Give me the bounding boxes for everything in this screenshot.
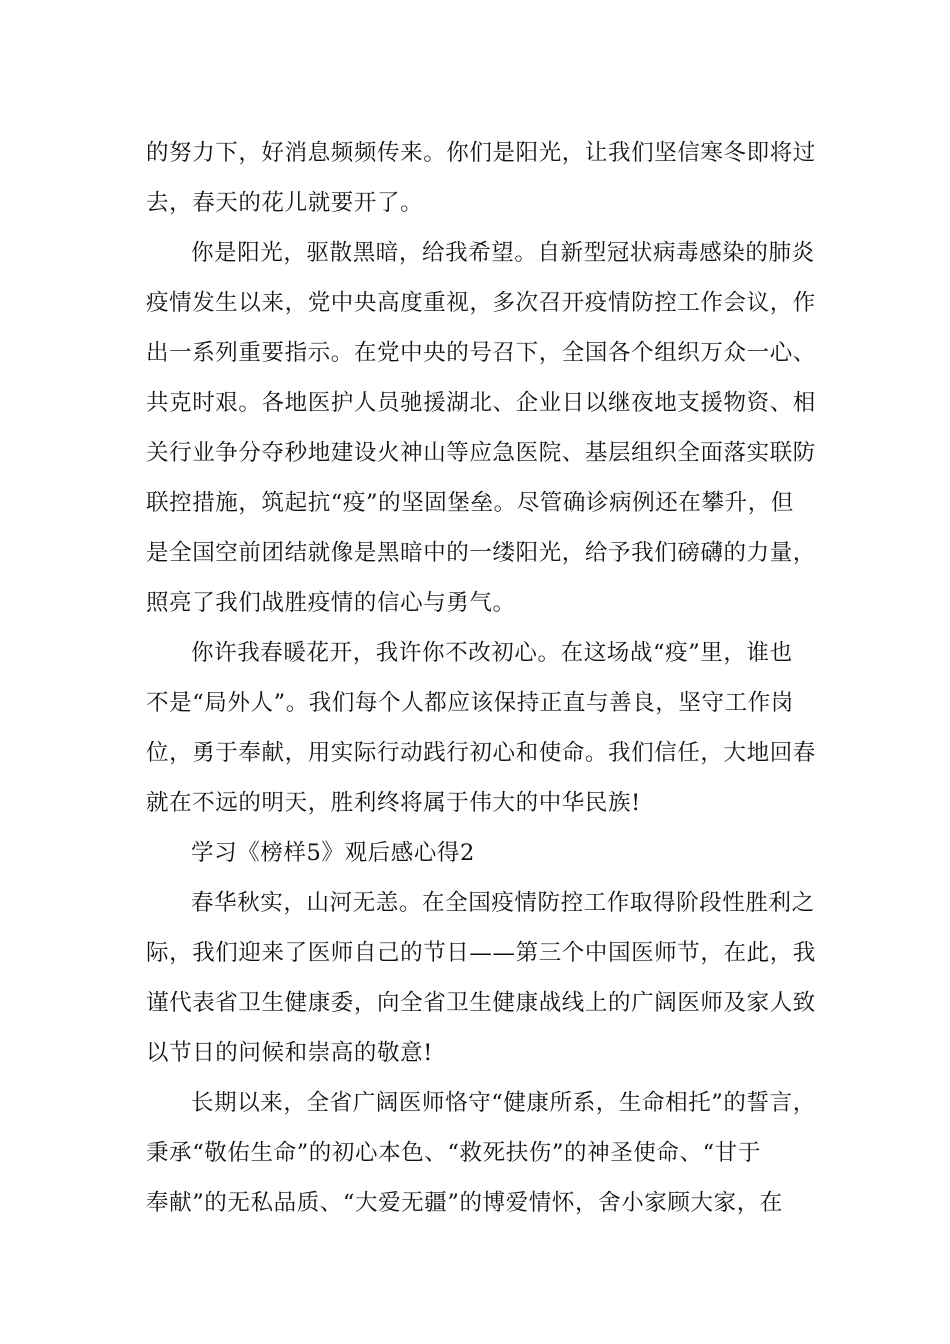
text-line: 疫情发生以来，党中央高度重视，多次召开疫情防控工作会议，作 [146, 290, 816, 316]
paragraph-start-line: 你是阳光，驱散黑暗，给我希望。自新型冠状病毒感染的肺炎 [191, 240, 815, 266]
text-line: 是全国空前团结就像是黑暗中的一缕阳光，给予我们磅礴的力量， [146, 540, 816, 566]
document-body [146, 128, 816, 1228]
text-line: 奉献”的无私品质、“大爱无疆”的博爱情怀，舍小家顾大家，在 [146, 1190, 783, 1216]
section-heading: 学习《榜样5》观后感心得2 [191, 840, 475, 866]
paragraph-start-line: 春华秋实，山河无恙。在全国疫情防控工作取得阶段性胜利之 [191, 890, 815, 916]
text-line: 去，春天的花儿就要开了。 [146, 190, 424, 216]
paragraph-start-line: 长期以来，全省广阔医师恪守“健康所系，生命相托”的誓言， [191, 1090, 816, 1116]
text-line: 谨代表省卫生健康委，向全省卫生健康战线上的广阔医师及家人致 [146, 990, 816, 1016]
text-line: 就在不远的明天，胜利终将属于伟大的中华民族! [146, 790, 641, 816]
text-line: 联控措施，筑起抗“疫”的坚固堡垒。尽管确诊病例还在攀升，但 [146, 490, 794, 516]
text-line: 共克时艰。各地医护人员驰援湖北、企业日以继夜地支援物资、相 [146, 390, 816, 416]
text-line: 的努力下，好消息频频传来。你们是阳光，让我们坚信寒冬即将过 [146, 140, 816, 166]
text-line: 出一系列重要指示。在党中央的号召下，全国各个组织万众一心、 [146, 340, 816, 366]
text-line: 秉承“敬佑生命”的初心本色、“救死扶伤”的神圣使命、“甘于 [146, 1140, 761, 1166]
text-line: 不是“局外人”。我们每个人都应该保持正直与善良，坚守工作岗 [146, 690, 794, 716]
text-line: 以节日的问候和崇高的敬意! [146, 1040, 433, 1066]
text-line: 际，我们迎来了医师自己的节日——第三个中国医师节，在此，我 [146, 940, 816, 966]
text-line: 位，勇于奉献，用实际行动践行初心和使命。我们信任，大地回春 [146, 740, 816, 766]
text-line: 照亮了我们战胜疫情的信心与勇气。 [146, 590, 516, 616]
text-line: 关行业争分夺秒地建设火神山等应急医院、基层组织全面落实联防 [146, 440, 816, 466]
paragraph-start-line: 你许我春暖花开，我许你不改初心。在这场战“疫”里，谁也 [191, 640, 793, 666]
